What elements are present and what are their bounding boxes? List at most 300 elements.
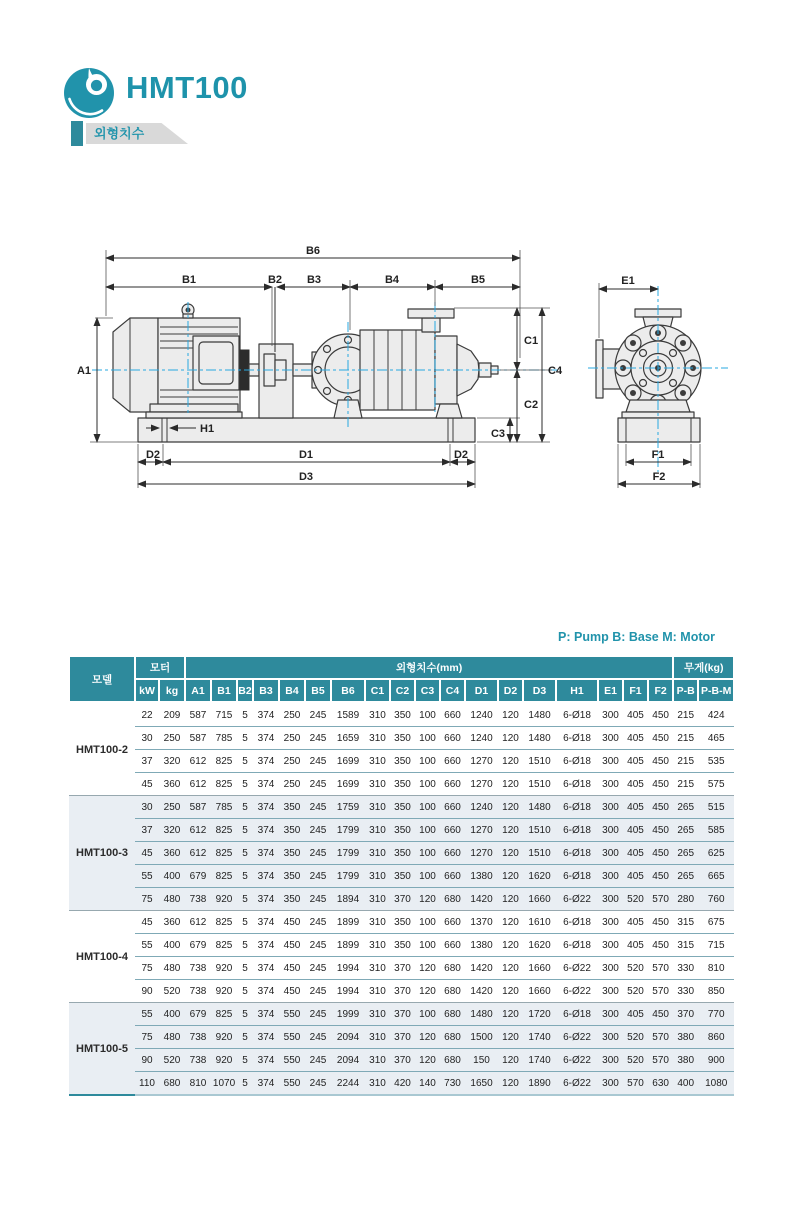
table-cell: 520 (623, 1026, 648, 1049)
table-cell: 360 (159, 773, 185, 796)
table-cell: 5 (237, 773, 253, 796)
col-header-b2: B2 (237, 679, 253, 703)
table-cell: 120 (415, 957, 440, 980)
table-cell: 250 (159, 727, 185, 750)
table-cell: 405 (623, 934, 648, 957)
table-cell: 1890 (523, 1072, 556, 1096)
table-cell: 1270 (465, 842, 498, 865)
table-cell: 245 (305, 980, 331, 1003)
table-cell: 450 (648, 727, 673, 750)
table-cell: 300 (602, 801, 619, 813)
dim-label-c1: C1 (524, 335, 539, 347)
table-cell: 90 (135, 1049, 159, 1072)
table-cell: 120 (502, 801, 519, 813)
legend-note: P: Pump B: Base M: Motor (558, 630, 715, 644)
table-cell: 1899 (331, 934, 365, 957)
table-cell: 100 (415, 750, 440, 773)
table-cell: 920 (211, 1049, 237, 1072)
table-cell: 825 (211, 865, 237, 888)
table-cell: 300 (598, 750, 623, 773)
table-cell: 374 (253, 842, 279, 865)
table-cell: 100 (415, 865, 440, 888)
table-cell: 680 (440, 1049, 465, 1072)
dim-label-a1: A1 (76, 365, 92, 377)
table-cell: 405 (623, 842, 648, 865)
table-cell: 120 (498, 1049, 523, 1072)
table-cell: 374 (253, 888, 279, 911)
col-header-d2: D2 (498, 679, 523, 703)
table-cell: 360 (159, 842, 185, 865)
table-cell: 315 (677, 916, 695, 928)
table-cell: 570 (623, 1072, 648, 1096)
table-cell: 350 (390, 750, 415, 773)
table-cell: 1420 (465, 957, 498, 980)
table-cell: 738 (185, 1049, 211, 1072)
table-cell: 374 (253, 1049, 279, 1072)
table-cell: 2094 (331, 1026, 365, 1049)
table-row (69, 980, 734, 1003)
dim-label-c3: C3 (490, 428, 505, 440)
table-cell: 660 (440, 750, 465, 773)
table-row (69, 819, 734, 842)
table-cell: 120 (415, 888, 440, 911)
table-cell: 310 (369, 1008, 386, 1020)
table-cell: 1720 (528, 1008, 551, 1020)
table-cell: 215 (673, 750, 698, 773)
table-cell: 587 (189, 801, 207, 813)
table-cell: 374 (257, 1008, 275, 1020)
table-cell: 120 (498, 1072, 523, 1096)
table-cell: 1620 (523, 934, 556, 957)
table-cell: 825 (211, 773, 237, 796)
table-cell: 280 (673, 888, 698, 911)
table-cell: 350 (390, 819, 415, 842)
table-cell: 370 (390, 1026, 415, 1049)
table-cell: 330 (673, 980, 698, 1003)
table-cell: 1510 (523, 773, 556, 796)
table-cell: 100 (415, 727, 440, 750)
table-cell: 400 (163, 1008, 181, 1020)
table-cell: 215 (673, 727, 698, 750)
table-row (69, 1072, 734, 1096)
table-cell: 374 (253, 865, 279, 888)
table-cell: 6-Ø18 (563, 709, 591, 721)
page-title: HMT100 (126, 70, 248, 105)
table-cell: 585 (698, 819, 734, 842)
table-cell: 480 (159, 957, 185, 980)
col-header-p-b-m: P-B-M (698, 679, 734, 703)
table-cell: 810 (698, 957, 734, 980)
col-header-f2: F2 (648, 679, 673, 703)
table-cell: 679 (185, 865, 211, 888)
table-cell: 110 (135, 1072, 159, 1096)
table-cell: 5 (237, 934, 253, 957)
dim-label-b4: B4 (384, 274, 400, 286)
table-cell: 450 (652, 801, 669, 813)
table-cell: 400 (673, 1072, 698, 1096)
col-header-b3: B3 (253, 679, 279, 703)
table-cell: 6-Ø22 (556, 888, 598, 911)
table-cell: 265 (673, 865, 698, 888)
table-cell: 310 (365, 934, 390, 957)
table-cell: 250 (279, 727, 305, 750)
table-cell: 30 (135, 727, 159, 750)
table-cell: 310 (365, 842, 390, 865)
table-cell: 660 (440, 819, 465, 842)
table-cell: 150 (465, 1049, 498, 1072)
table-cell: 310 (365, 773, 390, 796)
table-cell: 209 (163, 709, 181, 721)
table-cell: 1699 (331, 750, 365, 773)
table-cell: 310 (365, 1072, 390, 1096)
table-cell: 374 (253, 957, 279, 980)
table-cell: 300 (598, 1026, 623, 1049)
table-cell: 520 (159, 980, 185, 1003)
table-cell: 550 (279, 1072, 305, 1096)
model-group-hmt100-2 (69, 703, 734, 796)
end-view-machine (596, 309, 701, 442)
table-cell: 1270 (465, 750, 498, 773)
table-cell: 1799 (331, 865, 365, 888)
table-cell: 140 (415, 1072, 440, 1096)
table-cell: 350 (279, 865, 305, 888)
table-cell: 120 (498, 750, 523, 773)
table-cell: 245 (309, 709, 327, 721)
table-cell: 825 (211, 819, 237, 842)
table-cell: 374 (253, 727, 279, 750)
table-cell: 760 (698, 888, 734, 911)
table-cell: 679 (189, 1008, 207, 1020)
table-row (69, 750, 734, 773)
table-cell: 520 (159, 1049, 185, 1072)
table-cell: 374 (253, 750, 279, 773)
table-cell: 520 (623, 888, 648, 911)
table-cell: 265 (673, 842, 698, 865)
table-cell: 120 (498, 888, 523, 911)
table-cell: 120 (502, 1008, 519, 1020)
table-cell: 6-Ø18 (556, 934, 598, 957)
table-cell: 660 (444, 801, 461, 813)
table-cell: 679 (185, 934, 211, 957)
table-row (69, 1026, 734, 1049)
table-cell: 350 (390, 865, 415, 888)
model-name: HMT100-3 (76, 847, 128, 859)
dim-label-b5: B5 (470, 274, 486, 286)
table-cell: 120 (498, 819, 523, 842)
dimension-table (68, 655, 735, 1096)
table-cell: 1510 (523, 819, 556, 842)
table-row (69, 703, 734, 727)
table-cell: 380 (673, 1049, 698, 1072)
table-cell: 22 (141, 709, 153, 721)
table-cell: 5 (242, 709, 248, 721)
table-cell: 300 (598, 1049, 623, 1072)
table-cell: 587 (185, 727, 211, 750)
table-cell: 405 (627, 916, 644, 928)
table-cell: 1380 (465, 865, 498, 888)
col-header-h1: H1 (556, 679, 598, 703)
col-header-b6: B6 (331, 679, 365, 703)
table-cell: 920 (211, 957, 237, 980)
col-header-kg: kg (159, 679, 185, 703)
table-cell: 5 (237, 819, 253, 842)
table-cell: 570 (648, 957, 673, 980)
table-cell: 1999 (336, 1008, 360, 1020)
table-cell: 405 (623, 865, 648, 888)
table-cell: 374 (253, 773, 279, 796)
table-cell: 1994 (331, 957, 365, 980)
table-cell: 1380 (465, 934, 498, 957)
table-cell: 374 (253, 1026, 279, 1049)
table-cell: 450 (279, 957, 305, 980)
table-cell: 1699 (331, 773, 365, 796)
table-cell: 1660 (523, 957, 556, 980)
table-cell: 450 (648, 750, 673, 773)
table-cell: 400 (159, 934, 185, 957)
table-cell: 37 (135, 750, 159, 773)
table-cell: 405 (627, 801, 644, 813)
table-cell: 1740 (523, 1049, 556, 1072)
table-cell: 55 (135, 934, 159, 957)
table-cell: 245 (305, 888, 331, 911)
dimension-drawing (50, 235, 750, 510)
table-cell: 360 (163, 916, 181, 928)
table-cell: 120 (498, 980, 523, 1003)
table-cell: 1240 (470, 801, 493, 813)
table-cell: 75 (135, 957, 159, 980)
brand-logo-icon (62, 66, 116, 120)
table-cell: 680 (159, 1072, 185, 1096)
col-header-a1: A1 (185, 679, 211, 703)
table-cell: 310 (365, 888, 390, 911)
table-cell: 5 (237, 888, 253, 911)
table-cell: 215 (677, 709, 695, 721)
table-cell: 300 (602, 916, 619, 928)
table-cell: 1660 (523, 980, 556, 1003)
table-cell: 715 (698, 934, 734, 957)
table-cell: 625 (698, 842, 734, 865)
table-cell: 245 (305, 842, 331, 865)
table-cell: 6-Ø18 (563, 1008, 591, 1020)
table-cell: 6-Ø22 (556, 980, 598, 1003)
table-cell: 575 (698, 773, 734, 796)
table-cell: 1240 (470, 709, 493, 721)
table-cell: 45 (141, 916, 153, 928)
table-cell: 310 (365, 1026, 390, 1049)
table-cell: 6-Ø18 (556, 750, 598, 773)
section-label: 외형치수 (94, 126, 145, 141)
table-cell: 350 (279, 819, 305, 842)
table-row (69, 773, 734, 796)
table-cell: 738 (185, 888, 211, 911)
table-cell: 245 (305, 773, 331, 796)
table-cell: 310 (369, 916, 386, 928)
table-cell: 55 (135, 865, 159, 888)
table-cell: 120 (498, 727, 523, 750)
model-name: HMT100-5 (69, 1003, 135, 1096)
table-cell: 1480 (470, 1008, 493, 1020)
table-cell: 5 (237, 1072, 253, 1096)
table-cell: 374 (253, 980, 279, 1003)
table-cell: 587 (189, 709, 207, 721)
table-cell: 310 (365, 980, 390, 1003)
table-cell: 120 (498, 1026, 523, 1049)
table-cell: 520 (623, 1049, 648, 1072)
side-view-machine (113, 304, 498, 442)
table-cell: 480 (159, 888, 185, 911)
table-cell: 5 (237, 750, 253, 773)
table-cell: 850 (698, 980, 734, 1003)
table-cell: 660 (444, 916, 461, 928)
col-header-f1: F1 (623, 679, 648, 703)
table-cell: 405 (627, 1008, 644, 1020)
dim-label-b1: B1 (181, 274, 197, 286)
table-cell: 1480 (528, 801, 551, 813)
table-cell: 300 (602, 1008, 619, 1020)
table-cell: 5 (237, 727, 253, 750)
table-cell: 1740 (523, 1026, 556, 1049)
table-cell: 350 (390, 842, 415, 865)
dim-label-b3: B3 (306, 274, 322, 286)
col-header-d3: D3 (523, 679, 556, 703)
table-cell: 350 (390, 934, 415, 957)
table-cell: 660 (444, 709, 461, 721)
table-cell: 350 (390, 727, 415, 750)
table-cell: 300 (598, 888, 623, 911)
table-cell: 6-Ø18 (556, 727, 598, 750)
table-cell: 350 (283, 801, 301, 813)
dim-label-d3: D3 (298, 471, 314, 483)
table-cell: 825 (211, 750, 237, 773)
table-cell: 680 (440, 957, 465, 980)
table-cell: 405 (623, 727, 648, 750)
header-motor: 모터 (135, 656, 185, 679)
table-cell: 675 (707, 916, 725, 928)
table-cell: 6-Ø18 (563, 801, 591, 813)
table-cell: 245 (305, 819, 331, 842)
table-cell: 350 (390, 773, 415, 796)
model-name: HMT100-4 (76, 950, 128, 963)
table-cell: 520 (623, 980, 648, 1003)
table-cell: 5 (242, 1008, 248, 1020)
table-cell: 612 (185, 842, 211, 865)
table-cell: 245 (305, 934, 331, 957)
table-cell: 310 (369, 801, 386, 813)
table-cell: 120 (498, 865, 523, 888)
table-cell: 1799 (331, 842, 365, 865)
table-cell: 350 (394, 709, 411, 721)
table-cell: 310 (365, 819, 390, 842)
table-cell: 1660 (523, 888, 556, 911)
table-cell: 612 (185, 819, 211, 842)
table-cell: 785 (215, 801, 233, 813)
table-cell: 374 (253, 1072, 279, 1096)
table-cell: 738 (185, 957, 211, 980)
table-cell: 630 (648, 1072, 673, 1096)
table-cell: 350 (394, 916, 411, 928)
table-cell: 785 (211, 727, 237, 750)
model-group-hmt100-5 (69, 1003, 734, 1096)
table-cell: 660 (440, 934, 465, 957)
table-cell: 310 (369, 709, 386, 721)
table-cell: 55 (141, 1008, 153, 1020)
table-cell: 1270 (465, 819, 498, 842)
table-cell: 300 (598, 819, 623, 842)
table-cell: 6-Ø22 (556, 957, 598, 980)
table-cell: 245 (305, 727, 331, 750)
table-cell: 250 (283, 709, 301, 721)
table-cell: 570 (648, 1026, 673, 1049)
table-cell: 374 (257, 916, 275, 928)
table-cell: 374 (257, 801, 275, 813)
table-cell: 120 (498, 934, 523, 957)
col-header-c2: C2 (390, 679, 415, 703)
table-cell: 100 (419, 801, 436, 813)
table-cell: 245 (305, 1049, 331, 1072)
table-cell: 370 (390, 888, 415, 911)
table-cell: 570 (648, 980, 673, 1003)
table-cell: 715 (215, 709, 233, 721)
dim-label-d1: D1 (298, 449, 314, 461)
table-cell: 450 (652, 916, 669, 928)
table-cell: 1240 (465, 727, 498, 750)
col-header-c4: C4 (440, 679, 465, 703)
table-cell: 660 (440, 727, 465, 750)
dim-label-b2: B2 (267, 274, 283, 286)
table-cell: 612 (185, 773, 211, 796)
table-cell: 450 (279, 934, 305, 957)
table-cell: 665 (698, 865, 734, 888)
table-cell: 825 (211, 934, 237, 957)
col-header-e1: E1 (598, 679, 623, 703)
table-cell: 680 (444, 1008, 461, 1020)
table-cell: 1510 (523, 750, 556, 773)
dim-label-h1: H1 (200, 423, 215, 435)
table-cell: 1994 (331, 980, 365, 1003)
table-row (69, 957, 734, 980)
table-cell: 250 (163, 801, 181, 813)
table-cell: 480 (159, 1026, 185, 1049)
table-cell: 245 (305, 1072, 331, 1096)
table-cell: 405 (623, 750, 648, 773)
table-cell: 2244 (331, 1072, 365, 1096)
table-cell: 300 (598, 934, 623, 957)
table-cell: 300 (598, 957, 623, 980)
table-cell: 420 (390, 1072, 415, 1096)
table-row (69, 911, 734, 934)
table-cell: 550 (279, 1026, 305, 1049)
table-cell: 320 (159, 819, 185, 842)
table-cell: 380 (673, 1026, 698, 1049)
table-header (69, 656, 734, 703)
table-cell: 900 (698, 1049, 734, 1072)
table-cell: 310 (365, 727, 390, 750)
table-cell: 1420 (465, 888, 498, 911)
table-cell: 550 (279, 1049, 305, 1072)
table-cell: 120 (415, 980, 440, 1003)
col-header-p-b: P-B (673, 679, 698, 703)
table-cell: 6-Ø22 (556, 1049, 598, 1072)
table-cell: 245 (305, 865, 331, 888)
table-cell: 370 (394, 1008, 411, 1020)
table-cell: 245 (309, 1008, 327, 1020)
table-cell: 330 (673, 957, 698, 980)
table-cell: 1480 (523, 727, 556, 750)
table-cell: 450 (648, 819, 673, 842)
col-header-b5: B5 (305, 679, 331, 703)
table-cell: 1370 (470, 916, 493, 928)
table-cell: 5 (237, 865, 253, 888)
